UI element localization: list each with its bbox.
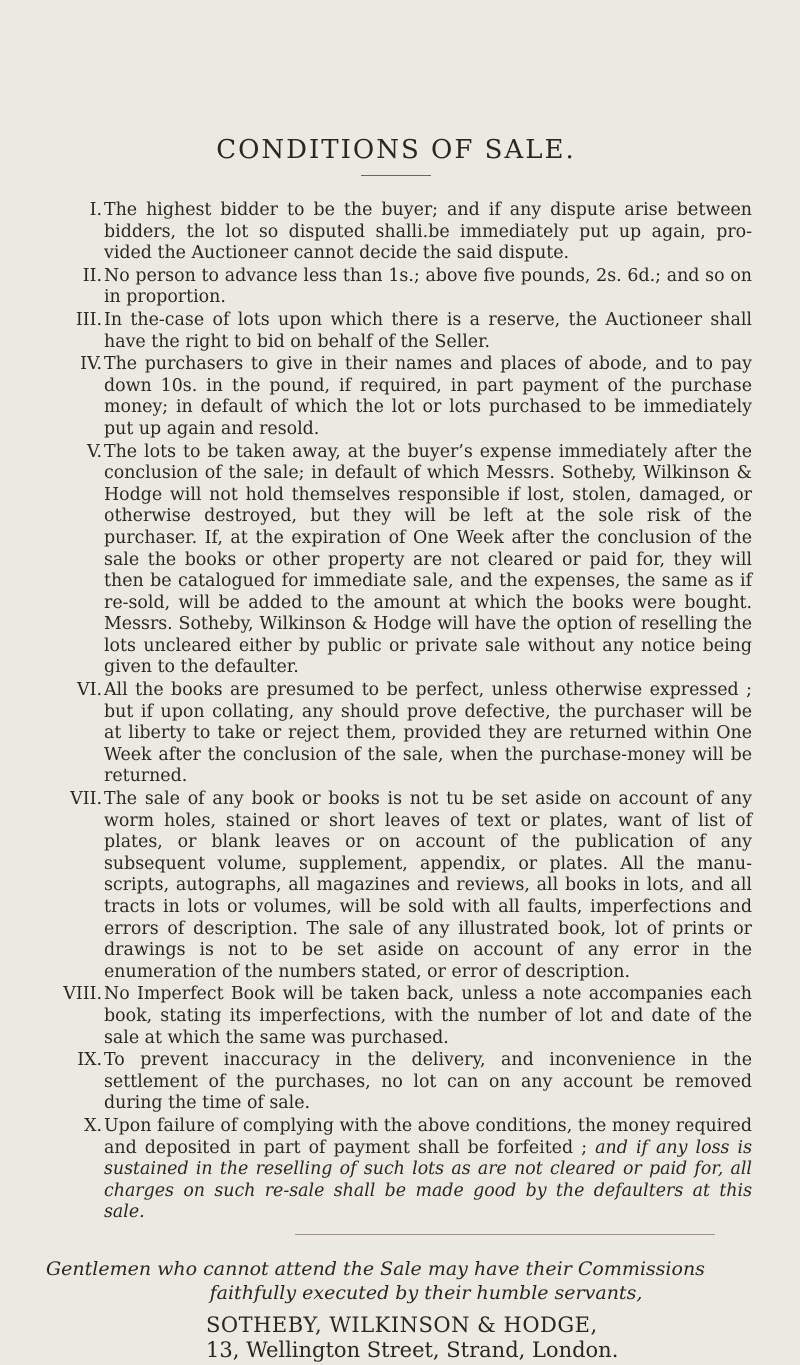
condition-text: No person to advance less than 1s.; above five pounds, 2s. 6d.; and so on in proportion. bbox=[104, 265, 752, 308]
condition-number: II. bbox=[82, 265, 102, 286]
condition-text: The sale of any book or books is not tu be set aside on account of any worm holes, stained or short leaves of text or plates, want of list of plates, or blank leaves or on account of the publication of any subsequent volume, supplement, appendix, or plates. All the manu- scripts, autographs, all magazines and reviews, all books in lots, and all tracts in lots or volumes, will be sold with all faults, imperfections and errors of description. The sale of any illustrated book, lot of prints or drawings is not to be set aside on account of any error in the enumeration of the numbers stated, or error of description. bbox=[104, 789, 752, 982]
condition-item bbox=[40, 984, 752, 1049]
condition-text: In the-case of lots upon which there is a reserve, the Auctioneer shall have the right to bid on behalf of the Seller. bbox=[104, 309, 752, 352]
condition-number: IV. bbox=[80, 354, 102, 375]
condition-text: No Imperfect Book will be taken back, unless a note accompanies each book, stating its imperfections, with the number of lot and date of the sale at which the same was purchased. bbox=[104, 984, 752, 1048]
condition-number: III. bbox=[75, 309, 102, 330]
closing-line-1: Gentlemen who cannot attend the Sale may have their Commissions bbox=[46, 1257, 705, 1280]
condition-item bbox=[40, 442, 752, 680]
closing-note bbox=[40, 1247, 752, 1305]
condition-text: Upon failure of complying with the above conditions, the money required and deposited in part of payment shall be forfeited ; bbox=[104, 1115, 752, 1158]
page-title: CONDITIONS OF SALE. bbox=[216, 135, 576, 165]
condition-text: The purchasers to give in their names and places of abode, and to pay down 10s. in the pound, if required, in part payment of the purchase money; in default of which the lot or lots purchased to be immediately put up again and resold. bbox=[104, 354, 752, 439]
condition-text-italic: and if any loss is sustained in the reselling of such lots as are not cleared or paid for, all charges on such re-sale shall be made good by the defaulters at this sale. bbox=[104, 1137, 753, 1223]
closing-rule bbox=[295, 1234, 715, 1235]
condition-item bbox=[40, 1116, 752, 1224]
condition-text: The highest bidder to be the buyer; and if any dispute arise between bidders, the lot so disputed shalli.be immediately put up again, pro- vided the Auctioneer cannot decide the said dispute. bbox=[104, 200, 752, 264]
condition-number: V. bbox=[86, 441, 102, 462]
condition-number: IX. bbox=[77, 1050, 102, 1071]
condition-number: VIII. bbox=[63, 984, 102, 1005]
condition-text: The lots to be taken away, at the buyer’s expense immediately after the conclusion of the sale; in default of which Messrs. Sotheby, Wilkinson & Hodge will not hold themselves responsible if lost, stolen, damaged, or otherwise destroyed, but they will be left at the sole risk of the purchaser. If, at the expiration of One Week after the conclusion of the sale the books or other property are not cleared or paid for, they will then be catalogued for immediate sale, and the expenses, the same as if re-sold, will be added to the amount at which the books were bought. Messrs. Sotheby, Wilkinson & Hodge will have the option of reselling the lots uncleared either by public or private sale without any notice being given to the defaulter. bbox=[104, 441, 752, 678]
condition-number: X. bbox=[84, 1115, 102, 1136]
condition-number: I. bbox=[89, 200, 102, 220]
conditions-list bbox=[40, 200, 752, 1224]
auctioneer-address: 13, Wellington Street, Strand, London. bbox=[206, 1337, 619, 1362]
condition-text: To prevent inaccuracy in the delivery, and inconvenience in the settlement of the purchases, no lot can on any account be removed during the time of sale. bbox=[104, 1050, 752, 1114]
condition-item bbox=[40, 354, 752, 440]
condition-number: VII. bbox=[70, 789, 102, 810]
condition-item bbox=[40, 310, 752, 353]
condition-item bbox=[40, 200, 752, 265]
condition-text: All the books are presumed to be perfect, unless otherwise expressed ; but if upon collating, any should prove defective, the purchaser will be at liberty to take or reject them, provided they are returned within One Week after the conclusion of the sale, when the purchase-money will be returned. bbox=[104, 680, 752, 787]
closing-line-2: faithfully executed by their humble servants, bbox=[209, 1281, 643, 1304]
condition-item bbox=[40, 789, 752, 983]
auctioneer-signature: SOTHEBY, WILKINSON & HODGE, bbox=[206, 1312, 598, 1337]
condition-number: VI. bbox=[77, 680, 102, 701]
title-rule bbox=[361, 175, 431, 176]
condition-item bbox=[40, 266, 752, 309]
condition-item bbox=[40, 680, 752, 788]
condition-item bbox=[40, 1050, 752, 1115]
